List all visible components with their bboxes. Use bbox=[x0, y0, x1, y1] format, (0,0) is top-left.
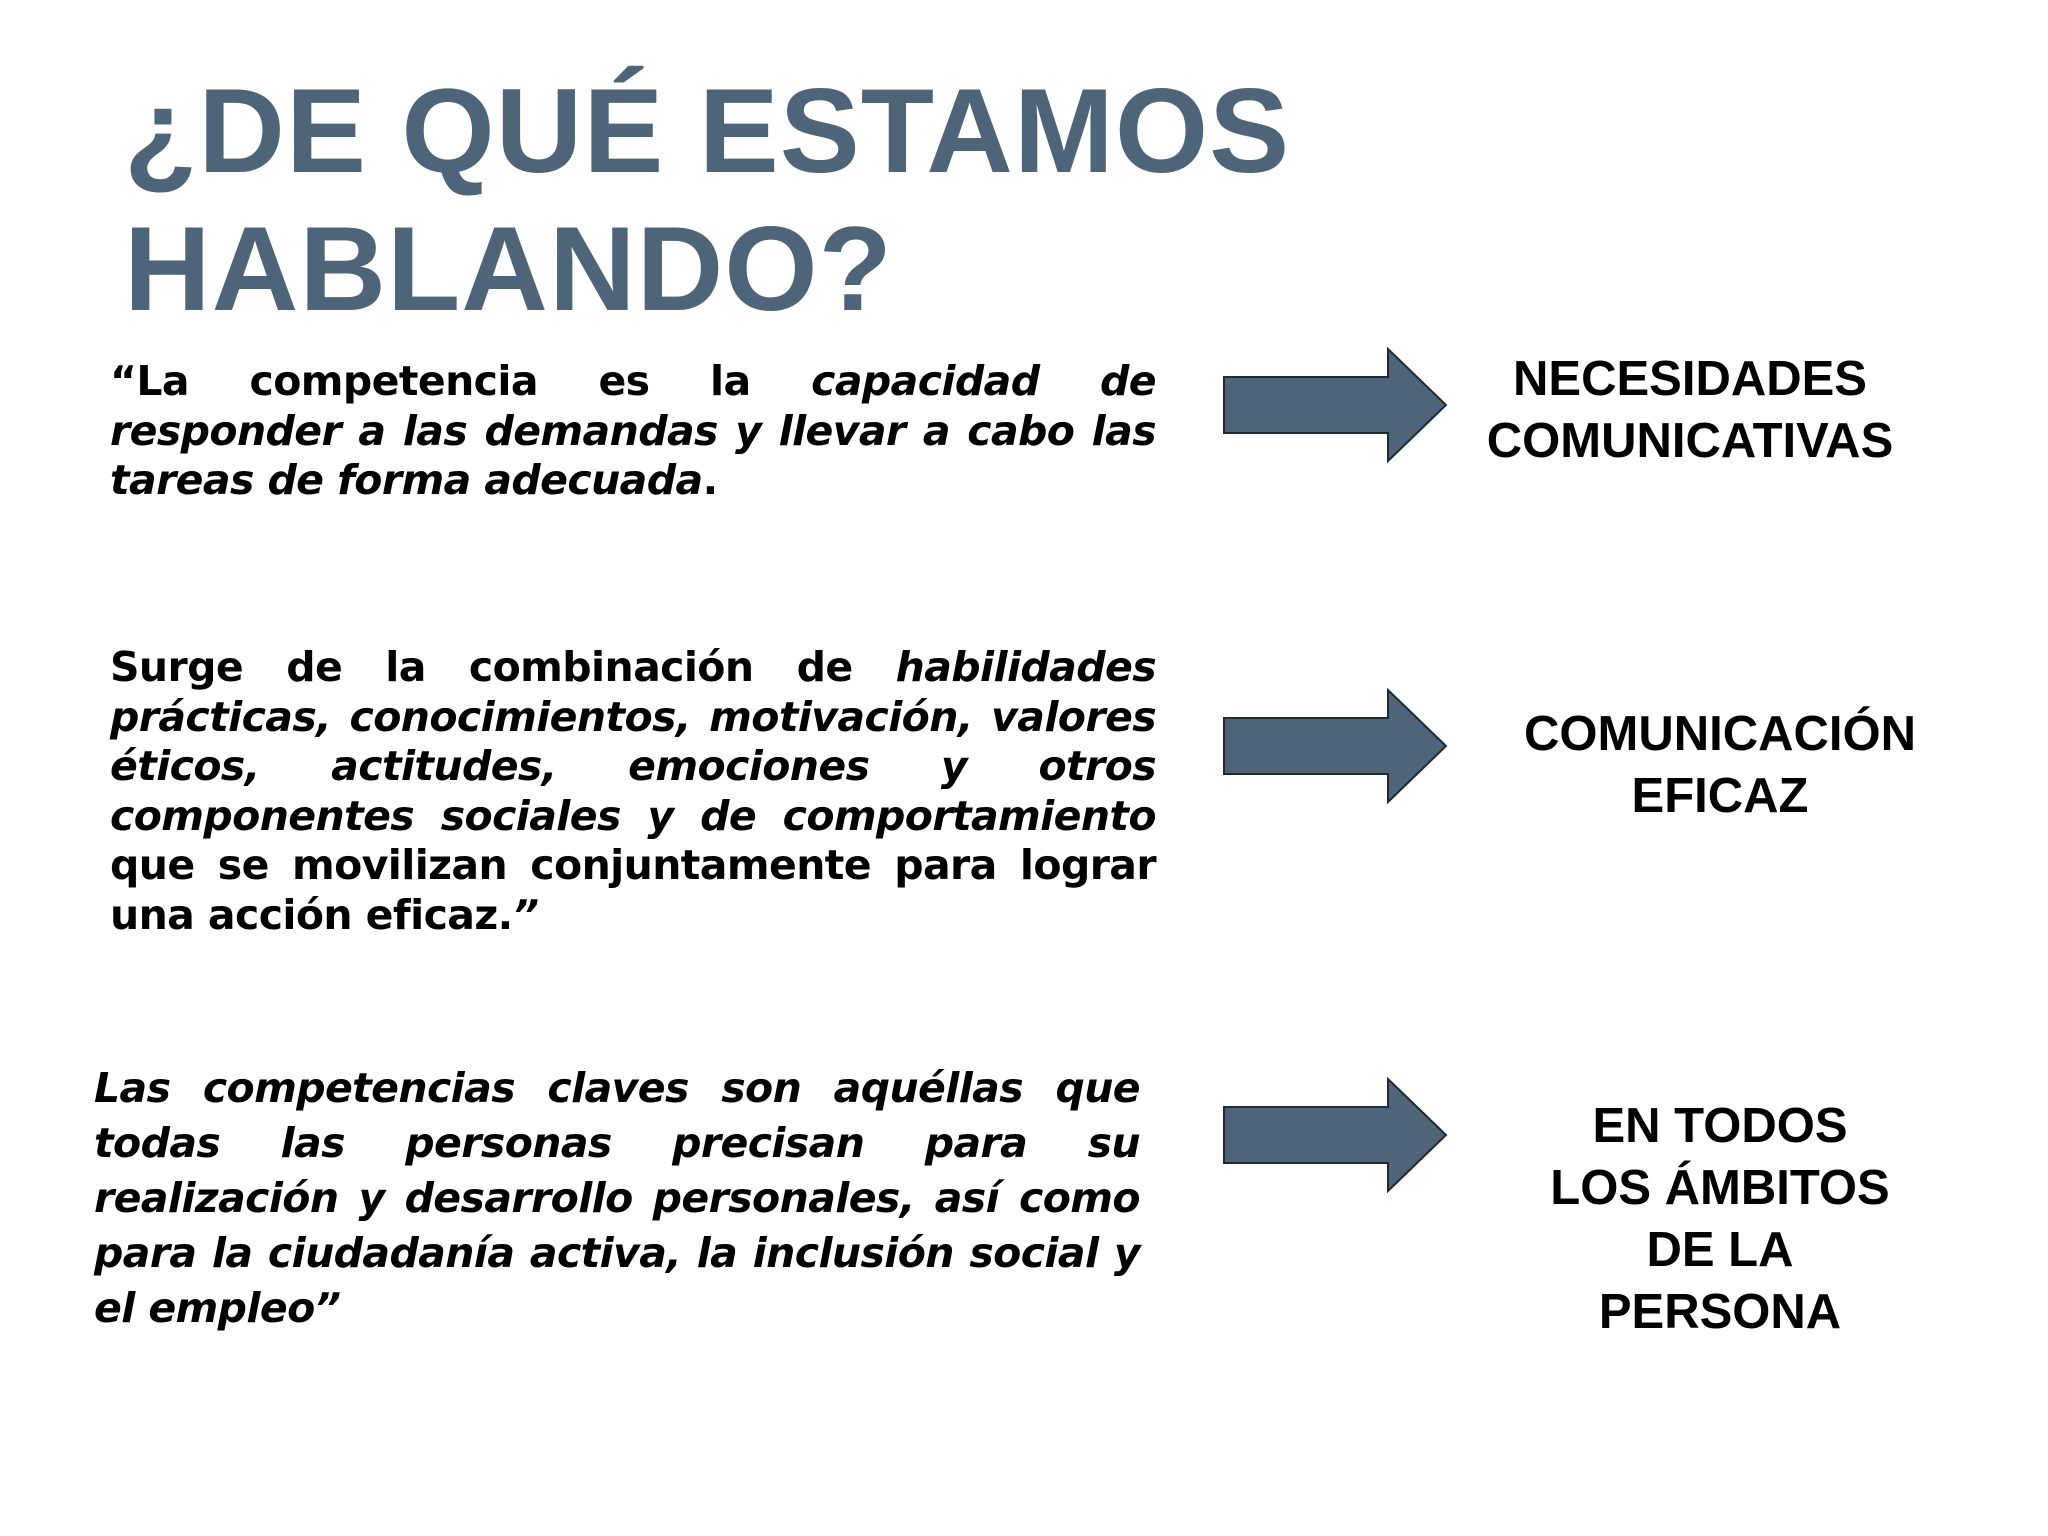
result-line: EFICAZ bbox=[1631, 769, 1809, 823]
key-competences-paragraph bbox=[94, 1061, 1140, 1336]
slide-title-line-2: HABLANDO? bbox=[124, 202, 893, 336]
result-line: NECESIDADES bbox=[1513, 352, 1867, 406]
result-label-necesidades bbox=[1460, 348, 1920, 472]
text-run: que se movilizan conjuntamente para lograr una acción eficaz. bbox=[110, 841, 1156, 939]
slide-title-line-1: ¿DE QUÉ ESTAMOS bbox=[124, 64, 1291, 198]
combination-paragraph bbox=[110, 643, 1156, 940]
text-run: Las competencias claves son aquéllas que todas las personas precisan para su realización y desarrollo personales, así como para la ciudadanía activa, la inclusión social y el empleo” bbox=[94, 1064, 1140, 1332]
text-run: “La competencia es la bbox=[110, 357, 812, 405]
definition-paragraph bbox=[110, 357, 1156, 506]
text-run: capacidad de responder a las demandas y llevar a cabo las tareas de forma adecuada bbox=[110, 357, 1156, 504]
result-line: PERSONA bbox=[1598, 1285, 1842, 1339]
right-arrow-icon bbox=[1222, 1077, 1448, 1193]
result-line: COMUNICACIÓN bbox=[1524, 707, 1916, 761]
result-label-comunicacion bbox=[1490, 703, 1950, 827]
right-arrow-icon bbox=[1222, 347, 1448, 463]
text-run: ” bbox=[512, 890, 539, 939]
result-line: LOS ÁMBITOS bbox=[1550, 1161, 1890, 1215]
result-line: EN TODOS bbox=[1592, 1099, 1848, 1153]
text-run: Surge de la combinación de bbox=[110, 643, 896, 691]
result-label-ambitos bbox=[1490, 1095, 1950, 1343]
text-run: . bbox=[702, 456, 718, 504]
right-arrow-icon bbox=[1222, 688, 1448, 804]
text-run: habilidades prácticas, conocimientos, motivación, valores éticos, actitudes, emociones y otros componentes sociales y de comportamiento bbox=[110, 643, 1156, 840]
result-line: DE LA bbox=[1646, 1223, 1794, 1277]
slide-title bbox=[124, 62, 1324, 338]
result-line: COMUNICATIVAS bbox=[1486, 414, 1894, 468]
